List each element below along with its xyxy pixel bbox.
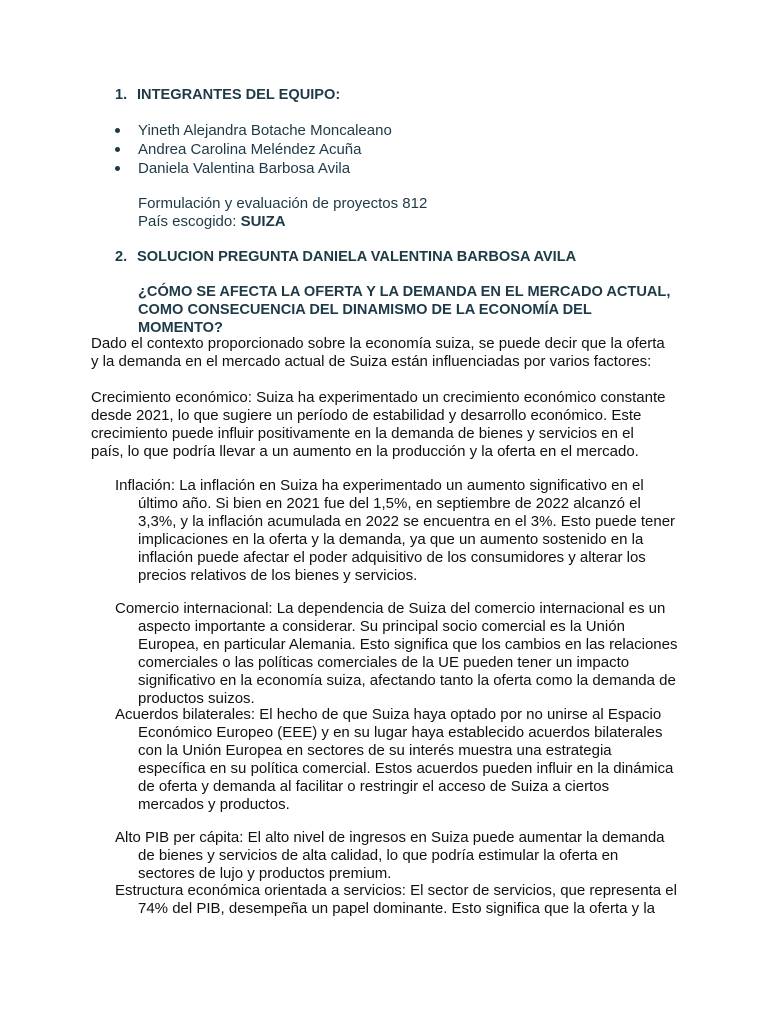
inflacion-paragraph: Inflación: La inflación en Suiza ha experimentado un aumento significativo en el último año. Si bien en 2021 fue del 1,5%, en septiembre de 2022 alcanzó el 3,3%, y la inflación acumulada en 2022 se encuentra en el 3%. Esto puede tener implicaciones en la oferta y la demanda, ya que un aumento sostenido en la inflación puede afectar el poder adquisitivo de los consumidores y alterar los precios relativos de los bienes y servicios.	[115, 477, 676, 584]
section-1-number: 1.	[115, 87, 128, 103]
section-2-title: SOLUCION PREGUNTA DANIELA VALENTINA BARBOSA AVILA	[137, 249, 577, 265]
list-item	[115, 121, 392, 140]
chosen-country	[138, 213, 286, 231]
question-text: ¿CÓMO SE AFECTA LA OFERTA Y LA DEMANDA EN EL MERCADO ACTUAL, COMO CONSECUENCIA DEL DINAMISMO DE LA ECONOMÍA DEL MOMENTO?	[138, 284, 671, 336]
pib-paragraph: Alto PIB per cápita: El alto nivel de ingresos en Suiza puede aumentar la demanda de bienes y servicios de alta calidad, lo que podría estimular la oferta en sectores de lujo y productos premium.	[115, 829, 665, 882]
bullet-icon	[115, 166, 120, 171]
intro-paragraph: Dado el contexto proporcionado sobre la economía suiza, se puede decir que la oferta y la demanda en el mercado actual de Suiza están influenciadas por varios factores:	[91, 335, 665, 370]
section-2-number: 2.	[115, 249, 128, 265]
team-members-list	[115, 121, 392, 178]
list-item	[115, 159, 392, 178]
member-name: Yineth Alejandra Botache Moncaleano	[138, 122, 392, 139]
member-name: Daniela Valentina Barbosa Avila	[138, 160, 351, 177]
country-label: País escogido:	[138, 213, 241, 230]
section-2-heading	[115, 248, 576, 266]
estructura-paragraph: Estructura económica orientada a servicios: El sector de servicios, que representa el 74% del PIB, desempeña un papel dominante. Esto significa que la oferta y la	[115, 882, 677, 917]
course-name: Formulación y evaluación de proyectos 812	[138, 195, 428, 212]
country-value: SUIZA	[240, 213, 286, 230]
bullet-icon	[115, 128, 120, 133]
section-1-heading	[115, 86, 340, 104]
list-item	[115, 140, 392, 159]
member-name: Andrea Carolina Meléndez Acuña	[138, 141, 362, 158]
section-1-title: INTEGRANTES DEL EQUIPO:	[137, 87, 341, 103]
acuerdos-paragraph: Acuerdos bilaterales: El hecho de que Suiza haya optado por no unirse al Espacio Económico Europeo (EEE) y en su lugar haya establecido acuerdos bilaterales con la Unión Europea en sectores de su interés muestra una estrategia específica en su política comercial. Estos acuerdos pueden influir en la dinámica de oferta y demanda al facilitar o restringir el acceso de Suiza a ciertos mercados y productos.	[115, 706, 674, 813]
comercio-paragraph: Comercio internacional: La dependencia de Suiza del comercio internacional es un aspecto importante a considerar. Su principal socio comercial es la Unión Europea, en particular Alemania. Esto significa que los cambios en las relaciones comerciales o las políticas comerciales de la UE pueden tener un impacto significativo en la economía suiza, afectando tanto la oferta como la demanda de productos suizos.	[115, 600, 678, 707]
crecimiento-paragraph: Crecimiento económico: Suiza ha experimentado un crecimiento económico constante desde 2021, lo que sugiere un período de estabilidad y desarrollo económico. Este crecimiento puede influir positivamente en la demanda de bienes y servicios en el país, lo que podría llevar a un aumento en la producción y la oferta en el mercado.	[91, 389, 666, 460]
bullet-icon	[115, 147, 120, 152]
